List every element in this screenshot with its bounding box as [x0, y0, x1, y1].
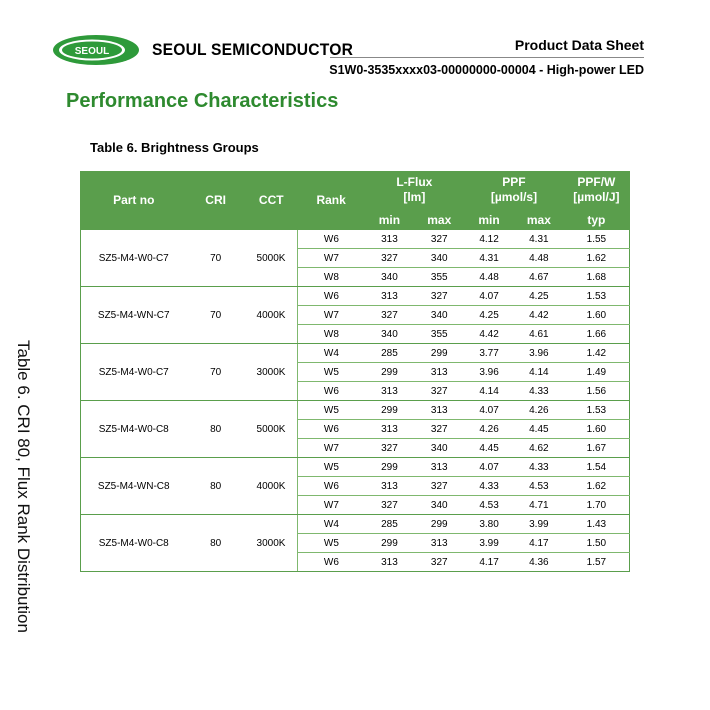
cri-cell: 70: [186, 344, 244, 401]
ppf-max-cell: 4.17: [514, 534, 564, 553]
cct-cell: 5000K: [245, 401, 298, 458]
ppf-min-cell: 4.26: [464, 420, 514, 439]
table-row: [81, 344, 630, 363]
ppf-min-cell: 4.33: [464, 477, 514, 496]
ppfw-typ-cell: 1.43: [564, 515, 630, 534]
ppfw-typ-cell: 1.42: [564, 344, 630, 363]
header-ppfw: [564, 171, 630, 210]
ppfw-typ-cell: 1.60: [564, 306, 630, 325]
section-title: Performance Characteristics: [66, 90, 339, 112]
part-number-cell: SZ5-M4-W0-C8: [81, 515, 187, 572]
lflux-min-cell: 313: [365, 477, 415, 496]
table-body: [81, 230, 630, 572]
lflux-min-cell: 313: [365, 287, 415, 306]
cct-cell: 5000K: [245, 230, 298, 287]
ppfw-typ-cell: 1.50: [564, 534, 630, 553]
rank-cell: W5: [298, 363, 365, 382]
table-row: [81, 401, 630, 420]
lflux-min-cell: 313: [365, 420, 415, 439]
header-ppfw-line1: PPF/W: [577, 175, 616, 189]
lflux-min-cell: 299: [365, 363, 415, 382]
ppf-min-cell: 4.14: [464, 382, 514, 401]
lflux-min-cell: 313: [365, 382, 415, 401]
ppf-min-cell: 4.07: [464, 458, 514, 477]
table-row: [81, 458, 630, 477]
ppf-min-cell: 3.96: [464, 363, 514, 382]
header-ppfw-line2: [µmol/J]: [573, 190, 620, 204]
cct-cell: 3000K: [245, 515, 298, 572]
ppf-max-cell: 4.42: [514, 306, 564, 325]
cri-cell: 70: [186, 287, 244, 344]
ppf-max-cell: 4.31: [514, 230, 564, 249]
header-part-no: Part no: [81, 171, 187, 230]
table-row: [81, 515, 630, 534]
header-rank: Rank: [298, 171, 365, 230]
ppf-min-cell: 4.42: [464, 325, 514, 344]
logo-text: SEOUL: [74, 46, 110, 57]
lflux-max-cell: 355: [414, 325, 464, 344]
ppf-max-cell: 4.48: [514, 249, 564, 268]
ppfw-typ-cell: 1.62: [564, 249, 630, 268]
rank-cell: W5: [298, 458, 365, 477]
lflux-min-cell: 285: [365, 515, 415, 534]
ppfw-typ-cell: 1.49: [564, 363, 630, 382]
document-subtitle: S1W0-3535xxxx03-00000000-00004 - High-power LED: [329, 63, 644, 77]
lflux-max-cell: 313: [414, 534, 464, 553]
lflux-max-cell: 327: [414, 382, 464, 401]
cct-cell: 4000K: [245, 458, 298, 515]
ppf-max-cell: 4.25: [514, 287, 564, 306]
ppf-min-cell: 4.07: [464, 287, 514, 306]
table-row: [81, 287, 630, 306]
cct-cell: 4000K: [245, 287, 298, 344]
rank-cell: W8: [298, 268, 365, 287]
ppf-max-cell: 3.99: [514, 515, 564, 534]
lflux-max-cell: 313: [414, 363, 464, 382]
ppf-min-cell: 3.99: [464, 534, 514, 553]
rotated-side-label: Table 6. CRI 80, Flux Rank Distribution: [14, 340, 33, 633]
ppfw-typ-cell: 1.53: [564, 401, 630, 420]
cct-cell: 3000K: [245, 344, 298, 401]
ppf-min-cell: 4.45: [464, 439, 514, 458]
ppfw-typ-cell: 1.53: [564, 287, 630, 306]
rank-cell: W6: [298, 230, 365, 249]
ppf-min-cell: 3.77: [464, 344, 514, 363]
lflux-min-cell: 327: [365, 249, 415, 268]
rank-cell: W8: [298, 325, 365, 344]
header-ppf-max: max: [514, 210, 564, 230]
rank-cell: W7: [298, 249, 365, 268]
ppf-max-cell: 4.53: [514, 477, 564, 496]
ppf-max-cell: 4.33: [514, 382, 564, 401]
cri-cell: 80: [186, 458, 244, 515]
header-ppf: [464, 171, 564, 210]
header-lflux-min: min: [365, 210, 415, 230]
lflux-max-cell: 327: [414, 287, 464, 306]
lflux-min-cell: 340: [365, 268, 415, 287]
lflux-max-cell: 313: [414, 458, 464, 477]
header-lflux-line1: L-Flux: [396, 175, 433, 189]
ppfw-typ-cell: 1.56: [564, 382, 630, 401]
header-ppfw-typ: typ: [564, 210, 630, 230]
ppf-max-cell: 4.26: [514, 401, 564, 420]
rank-cell: W5: [298, 401, 365, 420]
ppfw-typ-cell: 1.66: [564, 325, 630, 344]
lflux-min-cell: 327: [365, 306, 415, 325]
header-ppf-line1: PPF: [502, 175, 526, 189]
table-caption: Table 6. Brightness Groups: [90, 140, 259, 155]
ppf-min-cell: 4.12: [464, 230, 514, 249]
rank-cell: W7: [298, 306, 365, 325]
document-type: Product Data Sheet: [514, 37, 644, 53]
header-lflux-line2: [lm]: [403, 190, 426, 204]
brightness-groups-table: [80, 171, 630, 572]
ppf-max-cell: 4.14: [514, 363, 564, 382]
lflux-max-cell: 327: [414, 477, 464, 496]
lflux-max-cell: 313: [414, 401, 464, 420]
part-number-cell: SZ5-M4-WN-C7: [81, 287, 187, 344]
ppf-min-cell: 4.25: [464, 306, 514, 325]
rank-cell: W6: [298, 553, 365, 572]
ppf-max-cell: 4.33: [514, 458, 564, 477]
company-logo: [52, 34, 140, 66]
ppf-max-cell: 4.36: [514, 553, 564, 572]
ppf-max-cell: 4.61: [514, 325, 564, 344]
cri-cell: 70: [186, 230, 244, 287]
lflux-max-cell: 340: [414, 439, 464, 458]
header-divider: [330, 57, 644, 58]
lflux-min-cell: 299: [365, 534, 415, 553]
lflux-min-cell: 327: [365, 496, 415, 515]
ppfw-typ-cell: 1.67: [564, 439, 630, 458]
part-number-cell: SZ5-M4-W0-C7: [81, 344, 187, 401]
ppf-max-cell: 3.96: [514, 344, 564, 363]
rank-cell: W7: [298, 439, 365, 458]
rank-cell: W4: [298, 515, 365, 534]
company-name: SEOUL SEMICONDUCTOR: [152, 40, 354, 59]
lflux-max-cell: 327: [414, 420, 464, 439]
lflux-min-cell: 313: [365, 230, 415, 249]
seoul-logo-icon: [52, 34, 140, 66]
part-number-cell: SZ5-M4-W0-C7: [81, 230, 187, 287]
ppf-max-cell: 4.67: [514, 268, 564, 287]
rank-cell: W5: [298, 534, 365, 553]
lflux-min-cell: 299: [365, 401, 415, 420]
ppfw-typ-cell: 1.68: [564, 268, 630, 287]
ppfw-typ-cell: 1.70: [564, 496, 630, 515]
rank-cell: W4: [298, 344, 365, 363]
lflux-max-cell: 355: [414, 268, 464, 287]
part-number-cell: SZ5-M4-W0-C8: [81, 401, 187, 458]
ppf-min-cell: 3.80: [464, 515, 514, 534]
ppf-max-cell: 4.45: [514, 420, 564, 439]
header-cri: CRI: [186, 171, 244, 230]
rank-cell: W6: [298, 287, 365, 306]
ppfw-typ-cell: 1.54: [564, 458, 630, 477]
lflux-min-cell: 313: [365, 553, 415, 572]
lflux-min-cell: 299: [365, 458, 415, 477]
lflux-min-cell: 327: [365, 439, 415, 458]
ppf-min-cell: 4.48: [464, 268, 514, 287]
lflux-max-cell: 340: [414, 496, 464, 515]
header-lflux: [365, 171, 465, 210]
ppfw-typ-cell: 1.57: [564, 553, 630, 572]
lflux-min-cell: 340: [365, 325, 415, 344]
rank-cell: W6: [298, 477, 365, 496]
header-ppf-line2: [µmol/s]: [490, 190, 538, 204]
cri-cell: 80: [186, 401, 244, 458]
ppf-max-cell: 4.62: [514, 439, 564, 458]
ppf-max-cell: 4.71: [514, 496, 564, 515]
ppfw-typ-cell: 1.55: [564, 230, 630, 249]
header-cct: CCT: [245, 171, 298, 230]
ppf-min-cell: 4.53: [464, 496, 514, 515]
ppf-min-cell: 4.07: [464, 401, 514, 420]
rank-cell: W7: [298, 496, 365, 515]
lflux-max-cell: 327: [414, 230, 464, 249]
lflux-max-cell: 340: [414, 306, 464, 325]
lflux-max-cell: 340: [414, 249, 464, 268]
ppfw-typ-cell: 1.62: [564, 477, 630, 496]
cri-cell: 80: [186, 515, 244, 572]
ppf-min-cell: 4.31: [464, 249, 514, 268]
lflux-max-cell: 299: [414, 344, 464, 363]
header-ppf-min: min: [464, 210, 514, 230]
lflux-min-cell: 285: [365, 344, 415, 363]
rank-cell: W6: [298, 382, 365, 401]
ppf-min-cell: 4.17: [464, 553, 514, 572]
ppfw-typ-cell: 1.60: [564, 420, 630, 439]
rank-cell: W6: [298, 420, 365, 439]
lflux-max-cell: 299: [414, 515, 464, 534]
table-row: [81, 230, 630, 249]
part-number-cell: SZ5-M4-WN-C8: [81, 458, 187, 515]
lflux-max-cell: 327: [414, 553, 464, 572]
header-lflux-max: max: [414, 210, 464, 230]
